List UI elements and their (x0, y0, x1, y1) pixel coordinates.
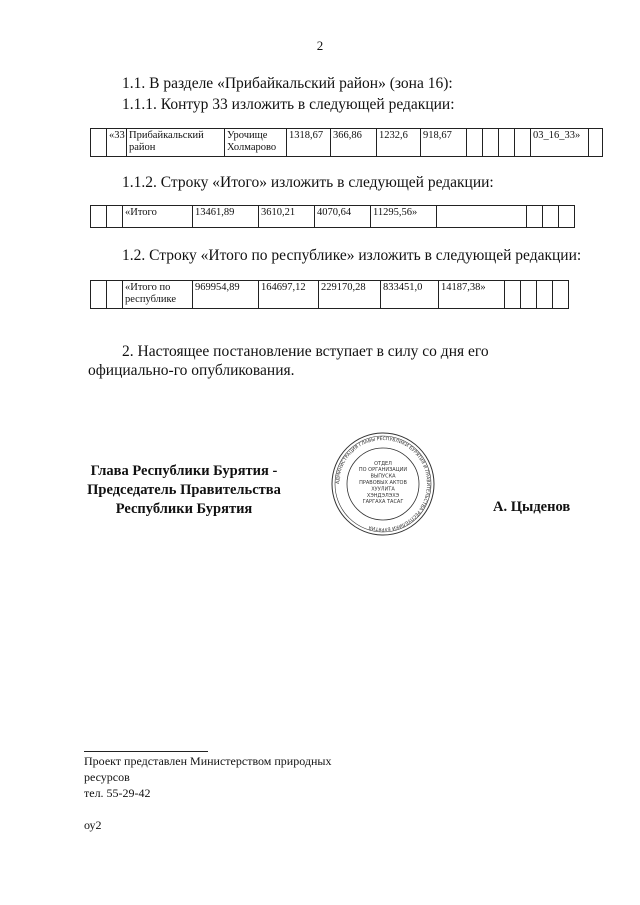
contour-33-table (90, 128, 603, 157)
table-cell: 366,86 (331, 129, 377, 157)
itogo-table (90, 205, 575, 228)
footnote-divider (84, 751, 208, 752)
table-cell (483, 129, 499, 157)
table-cell: 229170,28 (319, 281, 381, 309)
table-cell: 1232,6 (377, 129, 421, 157)
signatory-title-line: Республики Бурятия (115, 501, 253, 517)
table-cell: 164697,12 (259, 281, 319, 309)
table-cell (515, 129, 531, 157)
table-cell (467, 129, 483, 157)
signatory-title-line: Глава Республики Бурятия - (90, 463, 278, 479)
seal-inner-line: ХУУЛИТА (371, 486, 395, 493)
section-1-2-heading: 1.2. Строку «Итого по республике» изложить в следующей редакции: (122, 247, 582, 264)
seal-inner-line: ПО ОРГАНИЗАЦИИ (358, 467, 408, 474)
table-cell: «Итого по республике (123, 281, 193, 309)
table-cell: Урочище Холмарово (225, 129, 287, 157)
table-cell (107, 206, 123, 228)
table-row (91, 206, 575, 228)
table-cell: 4070,64 (315, 206, 371, 228)
table-cell: 14187,38» (439, 281, 505, 309)
footnote-line: ресурсов (84, 770, 130, 784)
section-1-1-1-heading: 1.1.1. Контур 33 изложить в следующей редакции: (122, 96, 455, 113)
table-cell: 3610,21 (259, 206, 315, 228)
signatory-name: А. Цыденов (493, 499, 571, 515)
table-cell: «Итого (123, 206, 193, 228)
table-cell (437, 206, 527, 228)
table-cell: 13461,89 (193, 206, 259, 228)
table-cell (543, 206, 559, 228)
table-cell (91, 281, 107, 309)
footnote-line: Проект представлен Министерством природных (84, 754, 332, 768)
table-cell (107, 281, 123, 309)
section-1-1-heading: 1.1. В разделе «Прибайкальский район» (зона 16): (122, 75, 453, 92)
table-cell: 1318,67 (287, 129, 331, 157)
page-number: 2 (316, 38, 324, 53)
seal-inner-line: ХЭНДЭЛЭХЭ (366, 492, 400, 499)
seal-inner-line: ОТДЕЛ (374, 460, 392, 467)
table-cell (527, 206, 543, 228)
table-cell: 11295,56» (371, 206, 437, 228)
seal-ring-text: АДМИНИСТРАЦИЯ ГЛАВЫ РЕСПУБЛИКИ БУРЯТИЯ И ПРАВИТЕЛЬСТВА РЕСПУБЛИКИ БУРЯТИЯ (335, 436, 431, 532)
table-row (91, 129, 603, 157)
table-cell (91, 129, 107, 157)
effective-date-paragraph: 2. Настоящее постановление вступает в силу со дня его официально-го опубликования. (88, 343, 489, 379)
signatory-title-line: Председатель Правительства (87, 482, 281, 498)
table-cell (559, 206, 575, 228)
document-code: оу2 (84, 818, 102, 832)
table-cell: 918,67 (421, 129, 467, 157)
table-cell: «33 (107, 129, 127, 157)
signatory-title (60, 462, 308, 519)
table-cell: 833451,0 (381, 281, 439, 309)
table-cell: 969954,89 (193, 281, 259, 309)
table-cell (521, 281, 537, 309)
table-cell (553, 281, 569, 309)
table-row (91, 281, 569, 309)
footnote-line: тел. 55-29-42 (84, 786, 151, 800)
seal-inner-line: ВЫПУСКА (370, 473, 396, 480)
table-cell (499, 129, 515, 157)
official-seal (330, 431, 436, 537)
table-cell (589, 129, 603, 157)
seal-inner-line: ГАРГАХА ТАСАГ (362, 499, 404, 506)
seal-inner-line: ПРАВОВЫХ АКТОВ (359, 480, 407, 486)
table-cell: 03_16_33» (531, 129, 589, 157)
table-cell: Прибайкальский район (127, 129, 225, 157)
table-cell (91, 206, 107, 228)
itogo-republic-table (90, 280, 569, 309)
table-cell (505, 281, 521, 309)
table-cell (537, 281, 553, 309)
section-1-1-2-heading: 1.1.2. Строку «Итого» изложить в следующей редакции: (122, 174, 494, 191)
